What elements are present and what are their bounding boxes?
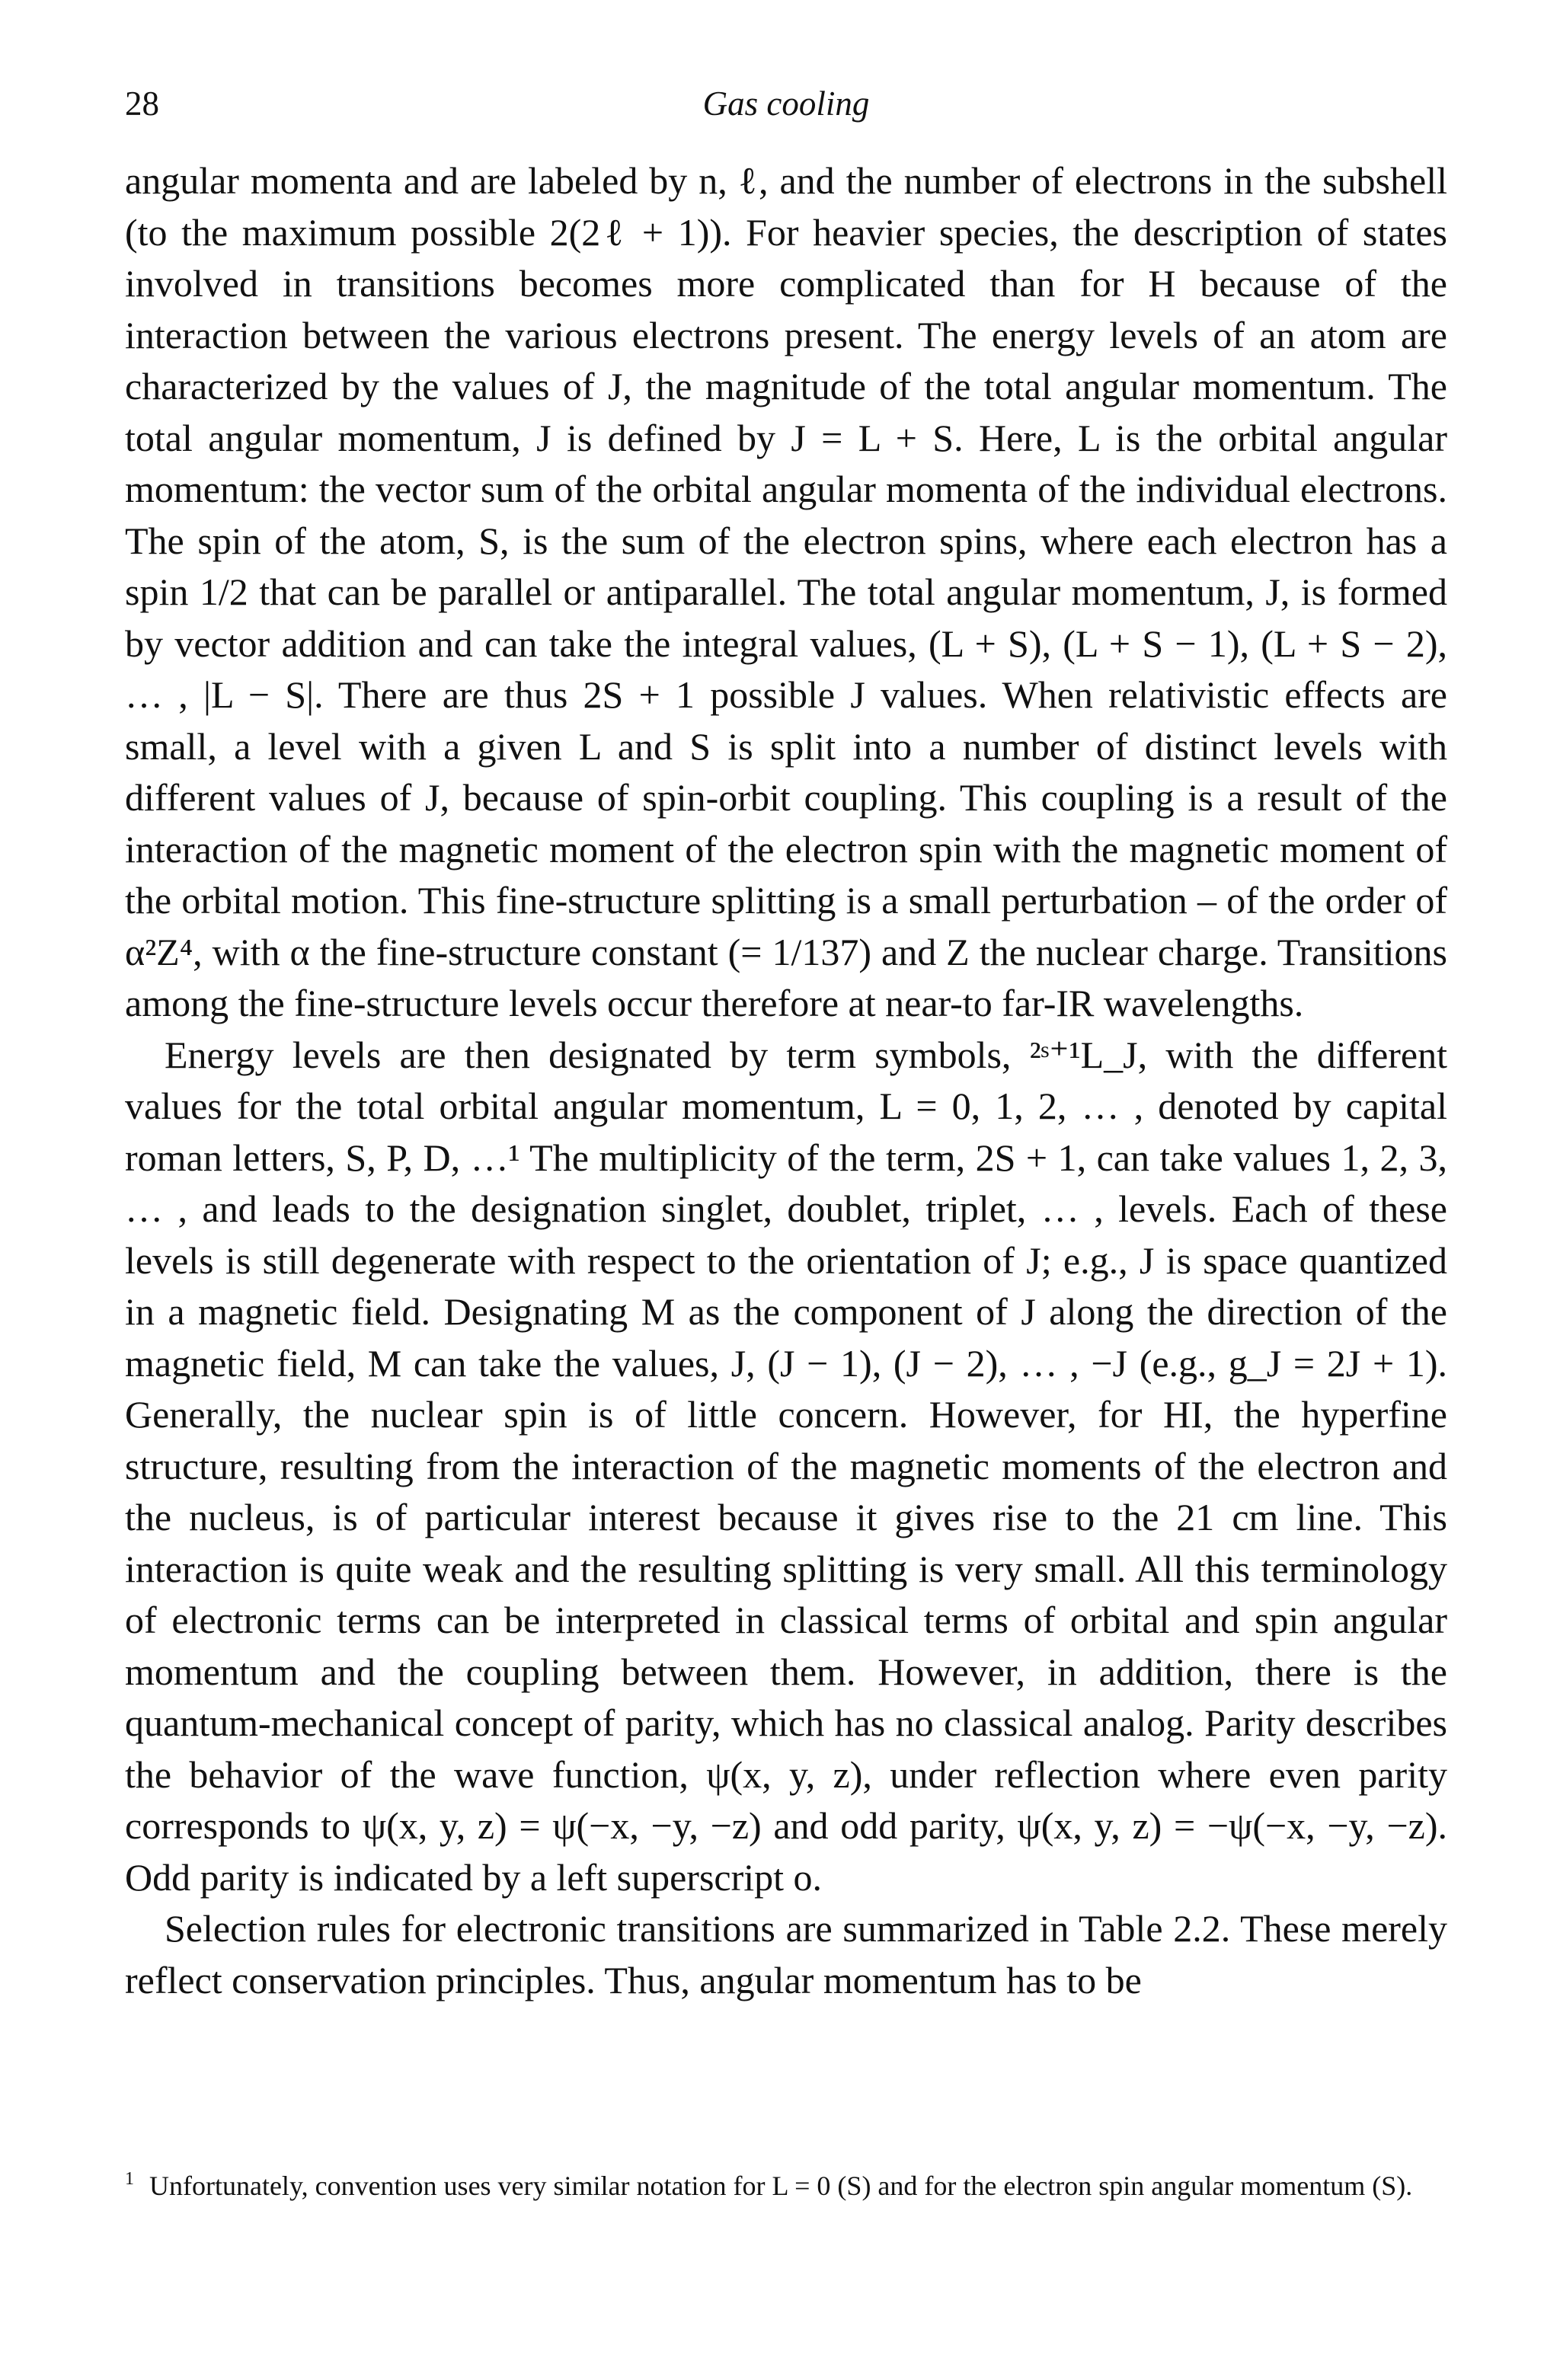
running-title: Gas cooling (702, 85, 870, 123)
paragraph-2: Energy levels are then designated by term symbols, ²ˢ⁺¹L_J, with the different values for the total orbital angular momentum, L = 0, 1, 2, … , denoted by capital roman letters, S, P, D, …¹ The multiplicity of the term, 2S + 1, can take values 1, 2, 3, … , and leads to the designation singlet, doublet, triplet, … , levels. Each of these levels is still degenerate with respect to the orientation of J; e.g., J is space quantized in a magnetic field. Designating M as the component of J along the direction of the magnetic field, M can take the values, J, (J − 1), (J − 2), … , −J (e.g., g_J = 2J + 1). Generally, the nuclear spin is of little concern. However, for HI, the hyperfine structure, resulting from the interaction of the magnetic moments of the electron and the nucleus, is of particular interest because it gives rise to the 21 cm line. This interaction is quite weak and the resulting splitting is very small. All this terminology of electronic terms can be interpreted in classical terms of orbital and spin angular momentum and the coupling between them. However, in addition, there is the quantum-mechanical concept of parity, which has no classical analog. Parity describes the behavior of the wave function, ψ(x, y, z), under reflection where even parity corresponds to ψ(x, y, z) = ψ(−x, −y, −z) and odd parity, ψ(x, y, z) = −ψ(−x, −y, −z). Odd parity is indicated by a left superscript o. (125, 1033, 1447, 1899)
running-header (125, 84, 1447, 129)
footnote (125, 2161, 1447, 2203)
footnote-marker: 1 (125, 2169, 134, 2189)
paragraph-3: Selection rules for electronic transitions are summarized in Table 2.2. These merely reflect conservation principles. Thus, angular momentum has to be (125, 1907, 1447, 2001)
paragraph-1: angular momenta and are labeled by n, ℓ, and the number of electrons in the subshell (to the maximum possible 2(2ℓ + 1)). For heavier species, the description of states involved in transitions becomes more complicated than for H because of the interaction between the various electrons present. The energy levels of an atom are characterized by the values of J, the magnitude of the total angular momentum. The total angular momentum, J is defined by J = L + S. Here, L is the orbital angular momentum: the vector sum of the orbital angular momenta of the individual electrons. The spin of the atom, S, is the sum of the electron spins, where each electron has a spin 1/2 that can be parallel or antiparallel. The total angular momentum, J, is formed by vector addition and can take the integral values, (L + S), (L + S − 1), (L + S − 2), … , |L − S|. There are thus 2S + 1 possible J values. When relativistic effects are small, a level with a given L and S is split into a number of distinct levels with different values of J, because of spin-orbit coupling. This coupling is a result of the interaction of the magnetic moment of the electron spin with the magnetic moment of the orbital motion. This fine-structure splitting is a small perturbation – of the order of α²Z⁴, with α the fine-structure constant (= 1/137) and Z the nuclear charge. Transitions among the fine-structure levels occur therefore at near-to far-IR wavelengths. (125, 159, 1447, 1024)
body-text (125, 155, 1447, 2006)
footnote-text: Unfortunately, convention uses very similar notation for L = 0 (S) and for the electron spin angular momentum (S). (149, 2171, 1413, 2201)
page-number: 28 (125, 85, 159, 123)
